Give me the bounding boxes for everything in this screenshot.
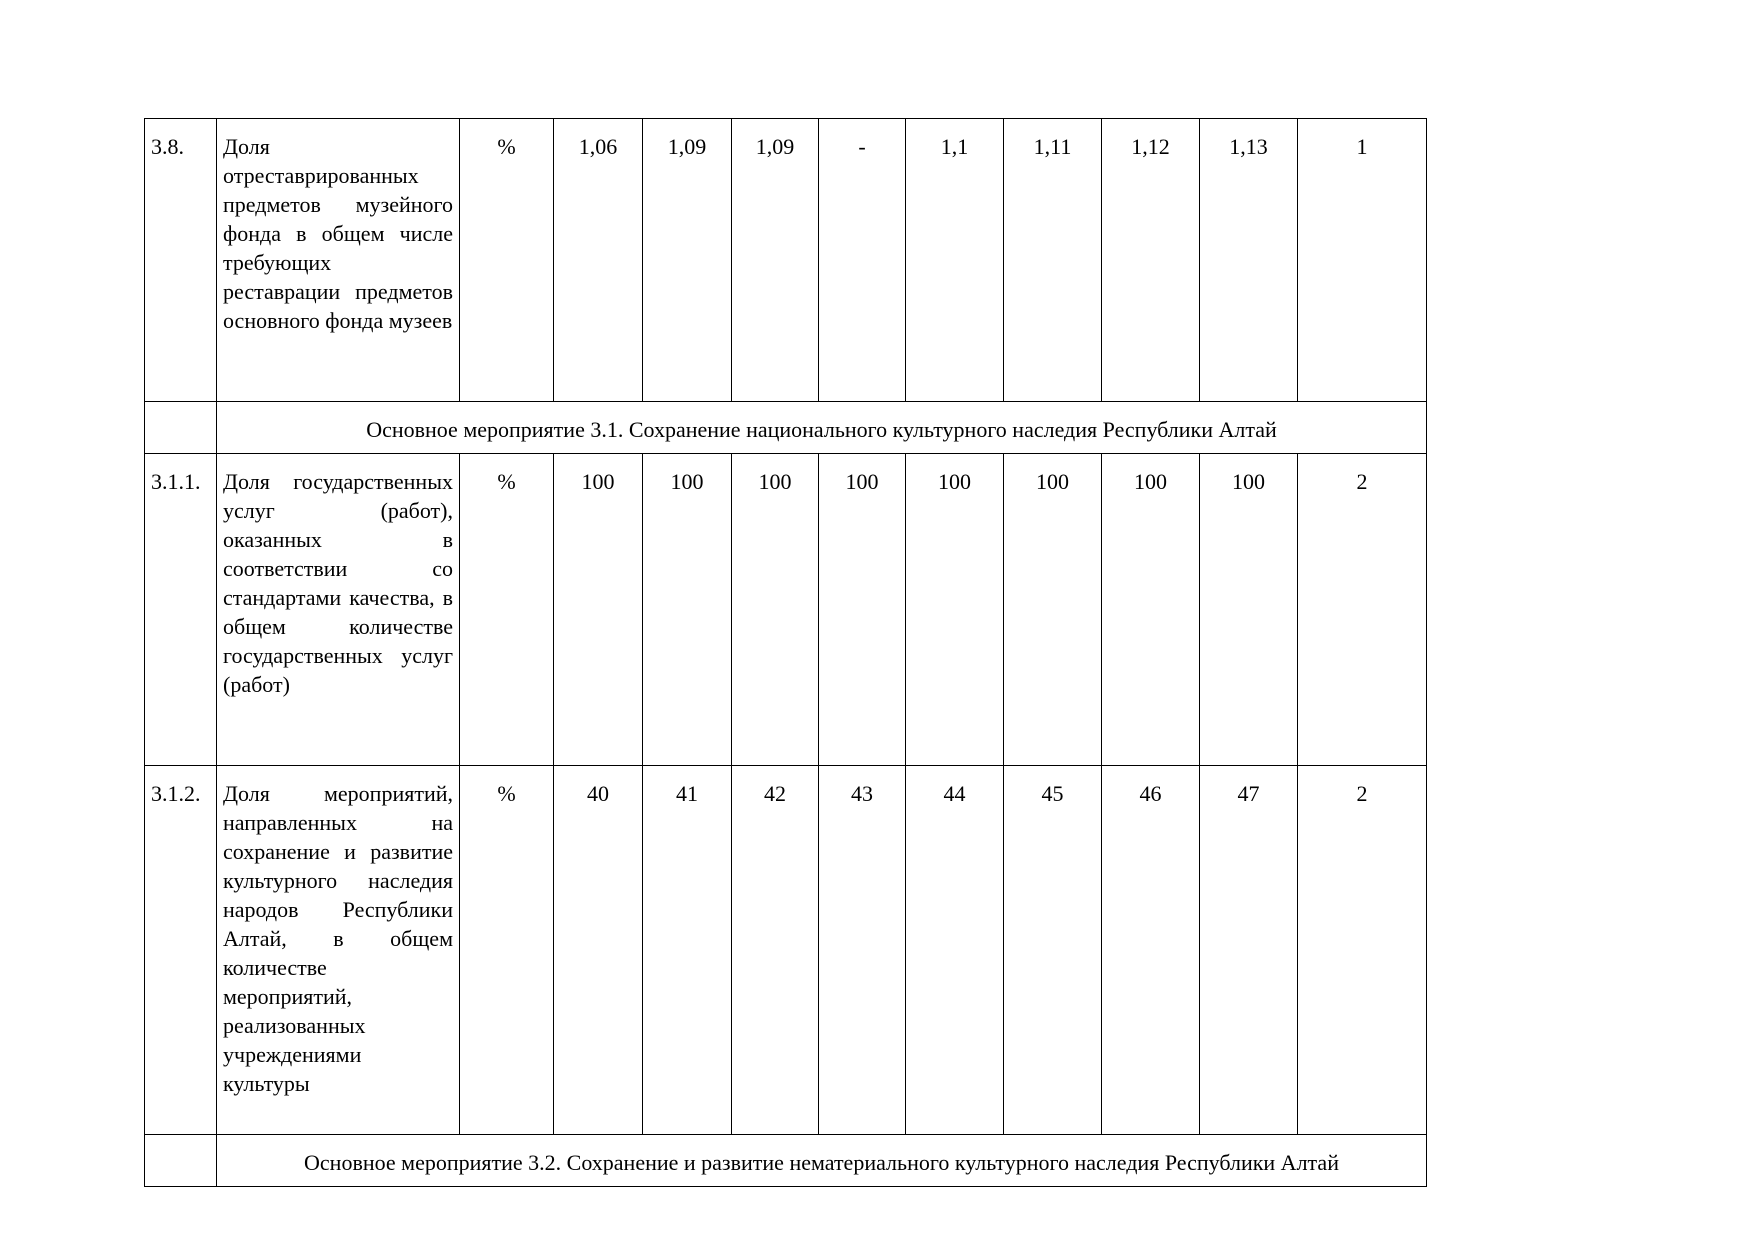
value-cell: - [819,119,906,402]
value-cell: 1,12 [1102,119,1200,402]
value-cell: 45 [1004,766,1102,1135]
unit-cell: % [460,454,554,766]
indicator-name-cell: Доля мероприятий, направленных на сохранение и развитие культурного наследия народов Республики Алтай, в общем количестве мероприятий, реализованных учреждениями культуры [217,766,460,1135]
value-cell: 100 [643,454,732,766]
value-cell: 100 [732,454,819,766]
section-title: Основное мероприятие 3.1. Сохранение национального культурного наследия Республики Алтай [217,402,1427,454]
section-row [145,402,1427,454]
value-cell: 42 [732,766,819,1135]
value-cell: 100 [554,454,643,766]
row-number-cell: 3.8. [145,119,217,402]
unit-cell: % [460,766,554,1135]
value-cell: 1,06 [554,119,643,402]
last-value-cell: 2 [1298,766,1427,1135]
value-cell: 46 [1102,766,1200,1135]
row-number-cell [145,1135,217,1187]
value-cell: 1,11 [1004,119,1102,402]
value-cell: 1,09 [732,119,819,402]
value-cell: 100 [1102,454,1200,766]
table-row [145,119,1427,402]
indicator-name-cell: Доля отреставрированных предметов музейного фонда в общем числе требующих реставрации предметов основного фонда музеев [217,119,460,402]
value-cell: 100 [819,454,906,766]
value-cell: 43 [819,766,906,1135]
value-cell: 47 [1200,766,1298,1135]
indicators-table [144,118,1427,1187]
value-cell: 1,1 [906,119,1004,402]
indicator-name-cell: Доля государственных услуг (работ), оказанных в соответствии со стандартами качества, в общем количестве государственных услуг (работ) [217,454,460,766]
value-cell: 100 [906,454,1004,766]
value-cell: 100 [1004,454,1102,766]
section-title: Основное мероприятие 3.2. Сохранение и развитие нематериального культурного наследия Республики Алтай [217,1135,1427,1187]
last-value-cell: 2 [1298,454,1427,766]
table-row [145,454,1427,766]
value-cell: 100 [1200,454,1298,766]
row-number-cell: 3.1.1. [145,454,217,766]
value-cell: 40 [554,766,643,1135]
row-number-cell [145,402,217,454]
table-row [145,766,1427,1135]
value-cell: 1,09 [643,119,732,402]
value-cell: 41 [643,766,732,1135]
unit-cell: % [460,119,554,402]
value-cell: 44 [906,766,1004,1135]
last-value-cell: 1 [1298,119,1427,402]
row-number-cell: 3.1.2. [145,766,217,1135]
section-row [145,1135,1427,1187]
value-cell: 1,13 [1200,119,1298,402]
